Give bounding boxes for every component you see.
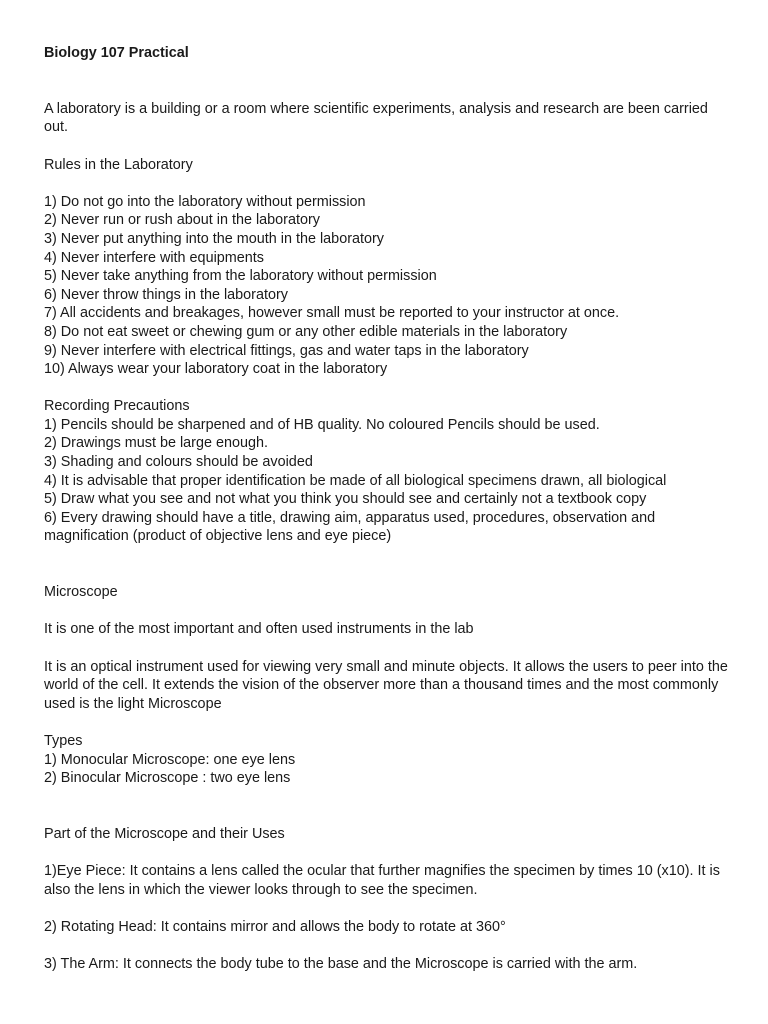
document-body (44, 44, 734, 974)
list-item: 7) All accidents and breakages, however small must be reported to your instructor at once. (44, 305, 620, 322)
intro-paragraph: A laboratory is a building or a room where scientific experiments, analysis and research are been carried out. (44, 100, 708, 136)
list-item: 2) Never run or rush about in the laboratory (44, 212, 320, 229)
list-item: 4) Never interfere with equipments (44, 249, 264, 266)
parts-item: 3) The Arm: It connects the body tube to the base and the Microscope is carried with the arm. (44, 956, 638, 973)
list-item: 10) Always wear your laboratory coat in the laboratory (44, 361, 388, 378)
list-item: 6) Every drawing should have a title, drawing aim, apparatus used, procedures, observation and magnification (product of objective lens and eye piece) (44, 509, 656, 545)
list-item: 6) Never throw things in the laboratory (44, 286, 288, 303)
microscope-paragraph: It is one of the most important and often used instruments in the lab (44, 621, 474, 638)
types-heading: Types (44, 732, 83, 749)
parts-item: 1)Eye Piece: It contains a lens called the ocular that further magnifies the specimen by times 10 (x10). It is also the lens in which the viewer looks through to see the specimen. (44, 863, 720, 898)
list-item: 1) Pencils should be sharpened and of HB quality. No coloured Pencils should be used. (44, 416, 600, 433)
rules-heading: Rules in the Laboratory (44, 156, 193, 173)
list-item: 3) Shading and colours should be avoided (44, 454, 313, 471)
list-item: 1) Do not go into the laboratory without permission (44, 193, 366, 210)
list-item: 8) Do not eat sweet or chewing gum or any other edible materials in the laboratory (44, 323, 568, 340)
list-item: 9) Never interfere with electrical fittings, gas and water taps in the laboratory (44, 342, 529, 359)
precautions-list (44, 416, 734, 546)
list-item: 4) It is advisable that proper identification be made of all biological specimens drawn, all biological (44, 472, 667, 489)
list-item: 3) Never put anything into the mouth in the laboratory (44, 230, 384, 247)
list-item: 1) Monocular Microscope: one eye lens (44, 751, 296, 768)
list-item: 5) Draw what you see and not what you think you should see and certainly not a textbook copy (44, 491, 647, 508)
microscope-heading: Microscope (44, 584, 118, 601)
list-item: 2) Binocular Microscope : two eye lens (44, 770, 291, 787)
types-list (44, 751, 734, 788)
parts-heading: Part of the Microscope and their Uses (44, 825, 285, 842)
list-item: 5) Never take anything from the laboratory without permission (44, 268, 437, 285)
precautions-heading: Recording Precautions (44, 398, 190, 415)
document-title: Biology 107 Practical (44, 45, 189, 61)
microscope-paragraph: It is an optical instrument used for viewing very small and minute objects. It allows the users to peer into the world of the cell. It extends the vision of the observer more than a thousand times and the most commonly used is the light Microscope (44, 658, 728, 712)
rules-list (44, 193, 734, 379)
parts-item: 2) Rotating Head: It contains mirror and allows the body to rotate at 360° (44, 918, 506, 935)
list-item: 2) Drawings must be large enough. (44, 435, 268, 452)
